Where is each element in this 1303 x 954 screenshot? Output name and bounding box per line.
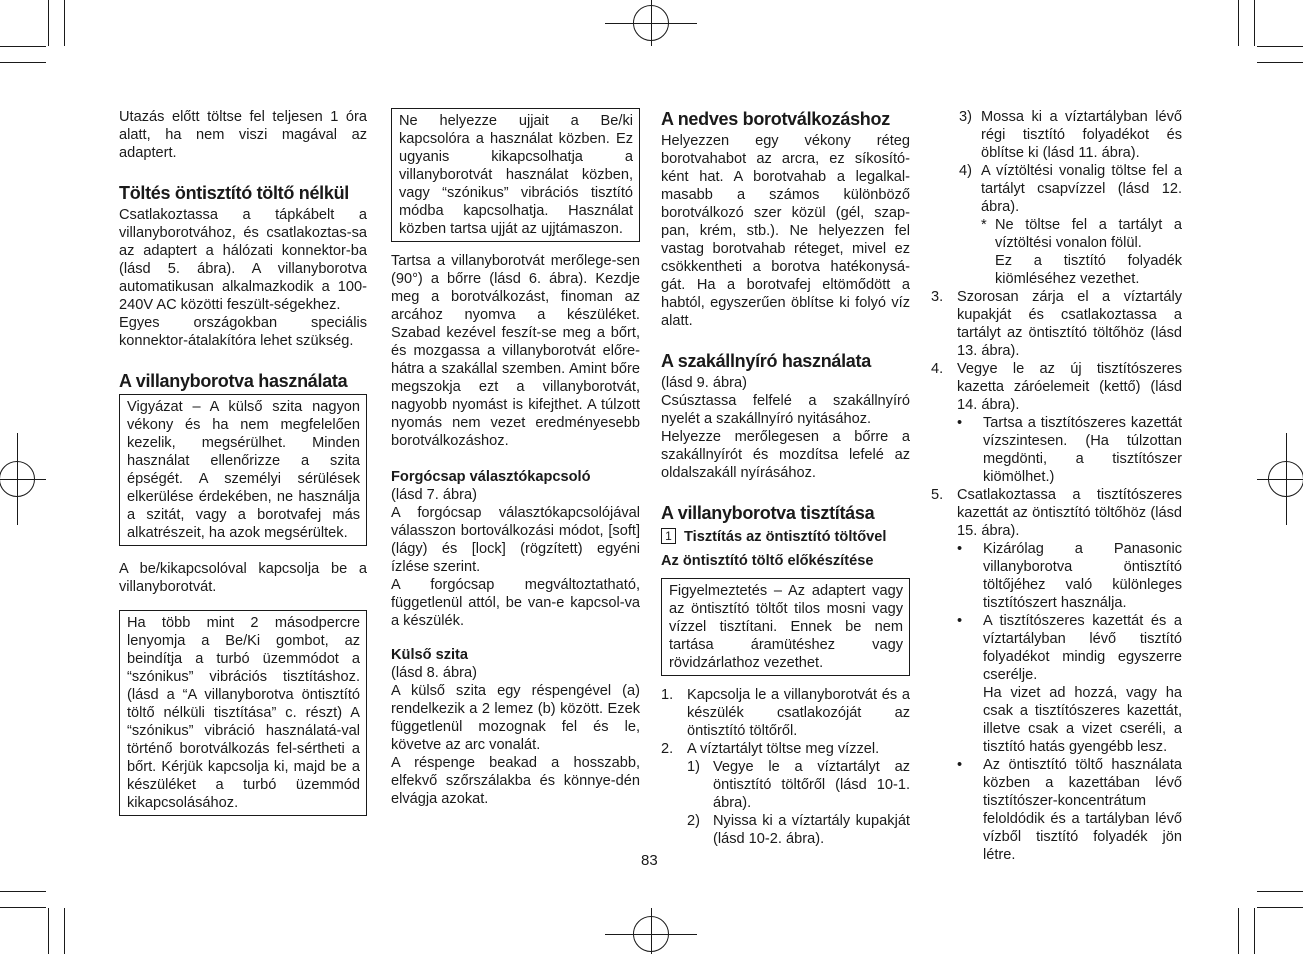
bullet-list [957, 540, 1182, 864]
charging-paragraph-2: Egyes országokban speciális konnektor-átalakítóra lehet szükség. [119, 315, 367, 349]
crop-mark [1254, 0, 1255, 46]
note-text: Ne töltse fel a tartályt a víztöltési vonalon fölül. [995, 217, 1182, 251]
crop-mark [0, 46, 46, 47]
caution-box [119, 394, 367, 546]
crop-mark [1257, 62, 1303, 63]
caution-text: Vigyázat – A külső szita nagyon vékony és ha nem megfelelően kezelik, megsérülhet. Minden használat ellenőrizze a szita épségét. A személyi sérülések elkerülése érdekében, ne használja a szitát, vagy a borotvafej más alkatrészeit, ha azok megsérültek. [127, 399, 360, 541]
note [981, 216, 1182, 288]
list-item [931, 288, 1182, 360]
step-number: 3. [931, 289, 944, 305]
column-3 [661, 108, 910, 848]
list-item [959, 162, 1182, 288]
heading-rotary: Forgócsap választókapcsoló [391, 469, 591, 485]
crop-mark [1238, 0, 1239, 46]
crop-mark [1254, 908, 1255, 954]
column-2 [391, 108, 640, 808]
list-item [957, 612, 1182, 756]
crop-mark [1257, 46, 1303, 47]
step-text: A víztartályt töltse meg vízzel. [687, 741, 880, 757]
sonic-box [119, 610, 367, 816]
rotary-paragraph: A forgócsap választókapcsolójával válasszon bortoválkozási módot, [soft] (lágy) és [lock] (rögzített) egyéni ízlése szerint. [391, 505, 640, 575]
hold-paragraph: Tartsa a villanyborotvát merőlege-sen (90°) a bőrre (lásd 6. ábra). Kezdje meg a borotválkozást, finoman az arcához nyomva a készüléket. Szabad kezével feszít-se meg a bőrt, és mozgassa a villanyborotvát előre-hátra a szakállal szemben. Amint bőre megszokja ezt a villanyborotvát, nagyobb nyomást is kifejthet. A túlzott nyomás nem vezet eredményesebb borotválkozáshoz. [391, 253, 640, 449]
list-item [687, 758, 910, 812]
crop-mark [651, 908, 652, 954]
cleaning-subheading [661, 528, 910, 546]
list-item [957, 756, 1182, 864]
step-number: 5. [931, 487, 944, 503]
heading-charging: Töltés öntisztító töltő nélkül [119, 183, 349, 203]
bullet-mark: • [957, 541, 963, 557]
list-item [957, 540, 1182, 612]
page-number: 83 [641, 852, 658, 869]
intro-paragraph: Utazás előtt töltse fel teljesen 1 óra alatt, ha nem viszi magával az adaptert. [119, 109, 367, 161]
charging-paragraph: Csatlakoztassa a tápkábelt a villanyborotvához, és csatlakoztas-sa az adaptert a hálózati konnektor-ba (lásd 5. ábra). A villanyborotva automatikusan alkalmazkodik a 100-240V AC közötti feszült-ségekhez. [119, 207, 367, 313]
crop-mark [0, 891, 46, 892]
foil-paragraph-2: A réspenge beakad a hosszabb, elfekvő szőrszálakba és könnye-dén elvágja azokat. [391, 755, 640, 807]
step-text: Csatlakoztassa a tisztítószeres kazettát az öntisztító töltőhöz (lásd 15. ábra). [957, 487, 1182, 539]
bullet-text: Az öntisztító töltő használata közben a kazettában lévő tisztítószer-koncentrátum feloldódik és a tartályban lévő vízből tisztító folyadék jön létre. [983, 757, 1182, 863]
rotary-paragraph-2: A forgócsap megváltoztatható, függetlenül attól, be van-e kapcsol-va a készülék. [391, 577, 640, 629]
rotary-ref: (lásd 7. ábra) [391, 487, 477, 503]
substep-number: 1) [687, 759, 700, 775]
prep-heading: Az öntisztító töltő előkészítése [661, 553, 874, 569]
crop-mark [605, 934, 697, 935]
step-number: 1. [661, 687, 674, 703]
bullet-text: A tisztítószeres kazettát és a víztartályban lévő tisztító folyadékot mindig egyszerre cserélje. [983, 613, 1182, 683]
crop-mark [1257, 907, 1303, 908]
fingers-text: Ne helyezze ujjait a Be/ki kapcsolóra a használat közben. Ez ugyanis kikapcsolhatja a villanyborotvát használat közben, vagy “szónikus” vibrációs tisztító módba kapcsolhatja. Használat közben tartsa ujját az ujjtámaszon. [399, 113, 633, 237]
fingers-box [391, 108, 640, 242]
substep-number: 2) [687, 813, 700, 829]
warning-text: Figyelmeztetés – Az adaptert vagy az öntisztító töltőt tilos mosni vagy vízzel tisztítani. Ennek be nem tartása áramütéshez vagy rövidzárlathoz vezethet. [669, 583, 903, 671]
substep-text: Nyissa ki a víztartály kupakját (lásd 10-2. ábra). [713, 813, 910, 847]
cleaning-subheading-text: Tisztítás az öntisztító töltővel [684, 529, 887, 545]
crop-mark [1257, 891, 1303, 892]
step-text: Szorosan zárja el a víztartály kupakját és csatlakoztassa a tartályt az öntisztító töltőhöz (lásd 13. ábra). [957, 289, 1182, 359]
bullet-text: Tartsa a tisztítószeres kazettát vízszintesen. (Ha túlzottan megdönti, a tisztítószer kiömölhet.) [983, 415, 1182, 485]
bullet-mark: • [957, 757, 963, 773]
crop-mark [1238, 908, 1239, 954]
step-text: Vegye le az új tisztítószeres kazetta záróelemeit (kettő) (lásd 14. ábra). [957, 361, 1182, 413]
list-item [931, 486, 1182, 864]
foil-paragraph: A külső szita egy réspengével (a) rendelkezik a 2 lemez (b) között. Ezek függetlenül mozognak fel és le, követve az arc vonalát. [391, 683, 640, 753]
substep-number: 4) [959, 163, 972, 179]
crop-mark [48, 908, 49, 954]
list-item [959, 108, 1182, 162]
crop-mark [1257, 479, 1303, 480]
step-text: Kapcsolja le a villanyborotvát és a készülék csatlakozóját az öntisztító töltőről. [687, 687, 910, 739]
crop-mark [0, 479, 46, 480]
crop-mark [0, 62, 46, 63]
crop-mark [0, 907, 46, 908]
substeps-list [687, 758, 910, 848]
substep-text: Vegye le a víztartályt az öntisztító töltőről (lásd 10-1. ábra). [713, 759, 910, 811]
wet-paragraph: Helyezzen egy vékony réteg borotvahabot az arcra, ez síkosító-ként hat. A borotvahab a legalkal-masabb a számos különböző borotválkozó szer közül (gél, szap-pan, krém, stb.). Ne helyezzen fel vastag borotvahab réteget, mivel ez csökkentheti a borotva hatékonysá-gát. Ha a borotvafej eltömődött a habtól, egyszerűen öblítse ki folyó víz alatt. [661, 133, 910, 329]
crop-mark [48, 0, 49, 46]
heading-trimmer: A szakállnyíró használata [661, 351, 871, 371]
steps-list [661, 686, 910, 848]
bullet-list [957, 414, 1182, 486]
crop-mark [64, 0, 65, 46]
list-item [661, 686, 910, 740]
bullet-text: Kizárólag a Panasonic villanyborotva öntisztító töltőjéhez való különleges tisztítószert használja. [983, 541, 1182, 611]
heading-usage: A villanyborotva használata [119, 371, 348, 391]
bullet-mark: • [957, 415, 963, 431]
heading-wet-shaving: A nedves borotválkozáshoz [661, 109, 890, 129]
substep-number: 3) [959, 109, 972, 125]
list-item [661, 740, 910, 848]
note-text-2: Ez a tisztító folyadék kiömléséhez vezethet. [995, 253, 1182, 287]
warning-box [661, 578, 910, 676]
step-number: 4. [931, 361, 944, 377]
steps-list [931, 288, 1182, 864]
substep-text: A víztöltési vonalig töltse fel a tartályt csapvízzel (lásd 12. ábra). [981, 163, 1182, 215]
list-item [687, 812, 910, 848]
column-1 [119, 108, 367, 816]
list-item [931, 360, 1182, 486]
trimmer-paragraph: Csúsztassa felfelé a szakállnyíró nyelét a szakállnyíró nyitásához. [661, 393, 910, 427]
heading-cleaning: A villanyborotva tisztítása [661, 503, 875, 523]
column-4 [931, 108, 1182, 864]
bullet-text-extra: Ha vizet ad hozzá, vagy ha csak a tisztítószeres kazettát, illetve csak a vizet cseréli, a tisztító hatás gyengébb lesz. [983, 685, 1182, 755]
trimmer-ref: (lásd 9. ábra) [661, 375, 747, 391]
trimmer-paragraph-2: Helyezze merőlegesen a bőrre a szakállnyírót és mozdítsa lefelé az oldalszakáll nyírásához. [661, 429, 910, 481]
bullet-mark: • [957, 613, 963, 629]
crop-mark [605, 23, 697, 24]
switch-paragraph: A be/kikapcsolóval kapcsolja be a villanyborotvát. [119, 561, 367, 595]
substeps-list [959, 108, 1182, 288]
list-item [957, 414, 1182, 486]
substep-text: Mossa ki a víztartályban lévő régi tisztító folyadékot és öblítse ki (lásd 11. ábra). [981, 109, 1182, 161]
sonic-text: Ha több mint 2 másodpercre lenyomja a Be/Ki gombot, az beindítja a turbó üzemmódot a “szónikus” vibrációs tisztításhoz. (lásd a “A villanyborotva öntisztító töltő nélküli tisztítása” c. részt) A “szónikus” vibráció használatá-val történő borotválkozás fel-sértheti a bőrt. Kérjük kapcsolja ki, majd be a készüléket a turbó üzemmód kikapcsolásához. [127, 615, 360, 811]
crop-mark [64, 908, 65, 954]
step-number: 2. [661, 741, 674, 757]
foil-ref: (lásd 8. ábra) [391, 665, 477, 681]
section-number: 1 [661, 528, 676, 544]
heading-foil: Külső szita [391, 647, 469, 663]
note-mark: * [981, 217, 987, 233]
